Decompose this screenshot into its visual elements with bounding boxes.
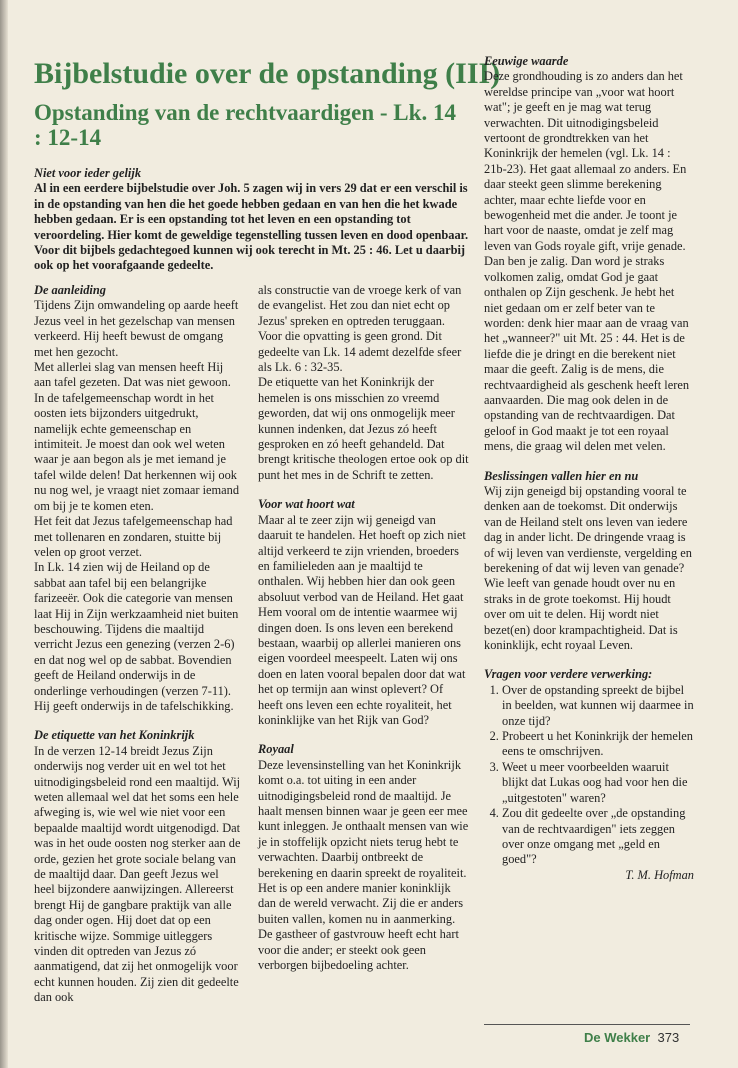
question-item: 2. Probeert u het Koninkrijk der hemelen eens te omschrijven.	[502, 729, 694, 760]
paragraph: Met allerlei slag van mensen heeft Hij aan tafel gezeten. Dat was niet gewoon. In de tafelgemeenschap wordt in het oosten iets bijzonders uitgedrukt, namelijk echte gemeenschap en intimiteit. Je moest dan ook wel weten waar je aan begon als je met iemand je tafel wilde delen! Dat herkennen wij ook nu nog wel, je vraagt niet zomaar iemand om bij je te komen eten.	[34, 360, 240, 513]
section-heading-aanleiding: De aanleiding	[34, 283, 106, 297]
column-3	[484, 54, 694, 883]
paragraph: Maar al te zeer zijn wij geneigd van daaruit te handelen. Het hoeft op zich niet altijd verkeerd te zijn vrienden, broeders en familieleden aan je maaltijd te onthalen. Wij hebben hier dan ook geen absoluut verbod van de Heiland. Het gaat Hem vooral om de intentie waarmee wij dingen doen. Is ons leven een berekend bestaan, waarbij op allerlei manieren ons eigen voordeel meespeelt. Laten wij ons doen en laten vooral bepalen door dat wat het op termijn aan winst oplevert? Of heeft ons leven een echte royaliteit, het koninklijke van het Rijk van God?	[258, 512, 466, 727]
paragraph: In de verzen 12-14 breidt Jezus Zijn onderwijs nog verder uit en wel tot het uitnodigingsbeleid rond een maaltijd. Wij weten allemaal wel dat het soms een hele afweging is, wie wel wie niet voor een bepaalde maaltijd wordt uitgenodigd. Dat was in het oude oosten nog sterker aan de orde, gezien het grote sociale belang van de maaltijd daar. Dan geeft Jezus wel heel bijzondere aanwijzingen. Allereerst brengt Hij de gangbare praktijk van alle dag onder ogen. Hij doet dat op een kritische wijze. Sommige uitleggers vinden dit optreden van Jezus zó aanmatigend, dat zij het onmogelijk voor echt kunnen houden. Zij zien dit gedeelte dan ook	[34, 743, 241, 1005]
article-title: Bijbelstudie over de opstanding (III)	[34, 57, 501, 90]
paragraph: In Lk. 14 zien wij de Heiland op de sabbat aan tafel bij een belangrijke farizeeër. Ook die categorie van mensen laat Hij in Zijn werkzaamheid niet buiten beschouwing. Tijdens die maaltijd verricht Jezus een genezing (verzen 2-6) en dat nog wel op de sabbat. Bovendien geeft de Heiland onderwijs in de onderlinge verhoudingen (verzen 7-11). Hij geeft onderwijs in de tafelschikking.	[34, 560, 239, 713]
section-heading-beslissingen: Beslissingen vallen hier en nu	[484, 468, 639, 483]
question-item: 4. Zou dit gedeelte over „de opstanding van de rechtvaardigen" iets zeggen over onze omgang met „geld en goed"?	[502, 806, 694, 868]
page-spine-shadow	[0, 0, 8, 1068]
column-2	[258, 283, 470, 973]
intro-heading: Niet voor ieder gelijk	[34, 166, 142, 180]
paragraph: Deze grondhouding is zo anders dan het wereldse principe van „voor wat hoort wat"; je geeft en je mag wat terug verwachten. Dit uitnodigingsbeleid vertoont de grondtrekken van het Koninkrijk der hemelen (vgl. Lk. 14 : 21b-23). Het gaat allemaal zo anders. En daar steekt geen slimme berekening achter, maar echte liefde voor en bewogenheid met die ander. Je toont je hart voor de naaste, omdat je zelf mag leven van Gods royale gift, vrije genade.	[484, 69, 687, 253]
magazine-name: De Wekker	[584, 1030, 651, 1045]
question-list	[484, 683, 694, 868]
paragraph: Het feit dat Jezus tafelgemeenschap had met tollenaren en zondaren, stuitte bij velen op groot verzet.	[34, 514, 233, 559]
article-subtitle: Opstanding van de rechtvaardigen - Lk. 14 : 12-14	[34, 100, 456, 150]
section-heading-voor-wat: Voor wat hoort wat	[258, 497, 355, 512]
intro-block	[34, 166, 470, 274]
column-1	[34, 283, 242, 1006]
section-heading-vragen: Vragen voor verdere verwerking:	[484, 667, 653, 682]
page-number: 373	[657, 1030, 680, 1045]
paragraph: Tijdens Zijn omwandeling op aarde heeft Jezus veel in het gezelschap van mensen verkeerd. Hij heeft bewust de omgang met hen gezocht.	[34, 298, 239, 359]
paragraph: als constructie van de vroege kerk of van de evangelist. Het zou dan niet echt op Jezus' spreken en optreden teruggaan. Voor die opvatting is geen grond. Dit gedeelte van Lk. 14 ademt dezelfde sfeer als Lk. 6 : 32-35.	[258, 283, 462, 375]
paragraph: Dan ben je zalig. Dan word je straks volkomen zalig, omdat God je gaat onthalen op Zijn geschenk. Je hebt het niet gedaan om er zelf beter van te worden: denk hier maar aan de vraag van het „wanneer?" uit Mt. 25 : 44. Het is de liefde die je dringt en die berekent niet maar die geeft. Zalig is de mens, die rechtvaardigheid als geschenk heeft leren aanvaarden. Die mag ook delen in de opstanding van de rechtvaardigen. Dat geloof in God maakt je tot een royaal mens, die graag wil delen met velen.	[484, 254, 690, 454]
paragraph: De etiquette van het Koninkrijk der hemelen is ons misschien zo vreemd geworden, dat wij ons onmogelijk meer kunnen indenken, dat Jezus zó heeft gesproken en zó heeft gehandeld. Dat brengt kritische theologen ertoe ook op dit punt het mes in de Schrift te zetten.	[258, 375, 469, 482]
section-heading-etiquette: De etiquette van het Koninkrijk	[34, 728, 195, 743]
question-item: 1. Over de opstanding spreekt de bijbel in beelden, wat kunnen wij daarmee in onze tijd?	[502, 683, 694, 729]
question-item: 3. Weet u meer voorbeelden waaruit blijkt dat Lukas oog had voor hen die „uitgestoten" waren?	[502, 760, 694, 806]
page-footer	[584, 1030, 679, 1045]
footer-rule	[484, 1024, 690, 1025]
section-heading-eeuwige-waarde: Eeuwige waarde	[484, 54, 569, 68]
paragraph: Deze levensinstelling van het Koninkrijk komt o.a. tot uiting in een ander uitnodigingsbeleid rond de maaltijd. Je haalt mensen binnen waar je geen eer mee kunt inleggen. Je onthaalt mensen van wie je in stoffelijk opzicht niets terug hebt te verwachten. Daarbij ontbreekt de berekening en daarin spreekt de royaliteit. Het is op een andere manier koninklijk dan de wereld verwacht. Zij die er anders buiten vallen, komen nu in aanmerking. De gastheer of gastvrouw heeft echt hart voor die ander; er steekt ook geen verborgen bijbedoeling achter.	[258, 757, 469, 973]
paragraph: Wij zijn geneigd bij opstanding vooral te denken aan de toekomst. Dit onderwijs van de Heiland stelt ons leven van iedere dag in ander licht. De dringende vraag is of wij leven van verdienste, vergelding en berekening of dat wij leven van genade? Wie leeft van genade houdt over nu en straks in de grote toekomst. Hij houdt over om uit te delen. Hij wordt niet bezet(en) door krampachtigheid. Dat is koninklijk, echt royaal Leven.	[484, 483, 692, 653]
intro-paragraph: Al in een eerdere bijbelstudie over Joh. 5 zagen wij in vers 29 dat er een verschil is in de opstanding van hen die het goede hebben gedaan en van hen die het kwade hebben gedaan. Er is een opstanding tot het leven en een opstanding tot veroordeling. Hier komt de geweldige tegenstelling tussen leven en dood openbaar. Voor dit bijbels gedachtegoed kunnen wij ook terecht in Mt. 25 : 46. Let u daarbij ook op het voorafgaande gedeelte.	[34, 181, 469, 273]
section-heading-royaal: Royaal	[258, 742, 294, 757]
author-signature: T. M. Hofman	[625, 867, 694, 882]
